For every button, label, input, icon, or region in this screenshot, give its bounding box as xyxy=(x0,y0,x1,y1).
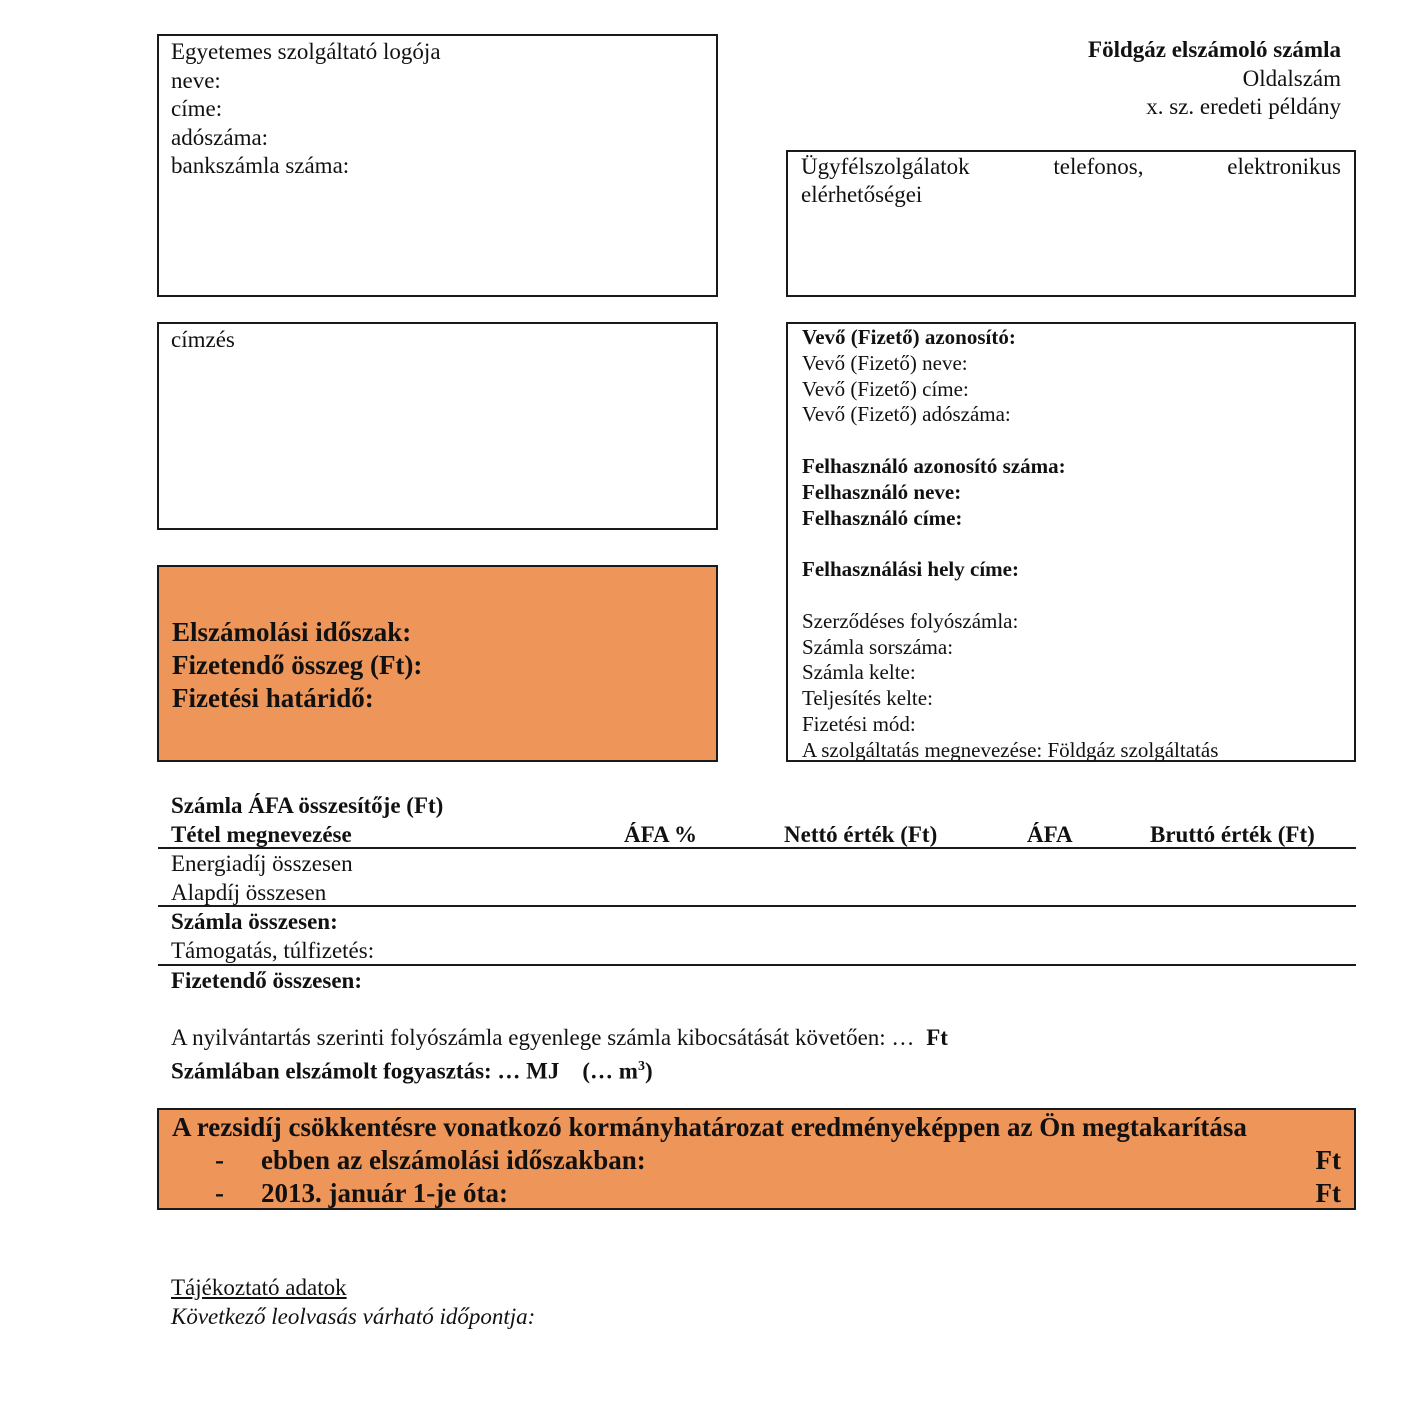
invoice-number: Számla sorszáma: xyxy=(802,634,954,659)
savings-unit-1: Ft xyxy=(1315,1145,1341,1175)
user-address: Felhasználó címe: xyxy=(802,505,963,530)
service-line-2: elérhetőségei xyxy=(801,182,923,207)
savings-dash-2: - xyxy=(215,1178,224,1208)
subsidy-overpayment: Támogatás, túlfizetés: xyxy=(171,938,375,963)
buyer-lines xyxy=(802,325,1218,764)
col-vat-percent: ÁFA % xyxy=(624,822,698,847)
user-name: Felhasználó neve: xyxy=(802,479,962,504)
col-net-value: Nettó érték (Ft) xyxy=(784,822,938,847)
savings-title: A rezsidíj csökkentésre vonatkozó kormányhatározat eredményeképpen az Ön megtakarítása xyxy=(172,1112,1247,1142)
service-line-1 xyxy=(801,153,1341,182)
balance-unit: Ft xyxy=(926,1025,948,1050)
service-contact-box xyxy=(786,150,1356,297)
service-word-3: elektronikus xyxy=(1227,154,1341,179)
col-item-name: Tétel megnevezése xyxy=(171,822,352,847)
payment-summary-box xyxy=(157,565,718,762)
address-label: címzés xyxy=(171,327,235,352)
table-header-rule xyxy=(158,847,1356,849)
next-reading-label: Következő leolvasás várható időpontja: xyxy=(171,1304,536,1329)
site-address: Felhasználási hely címe: xyxy=(802,557,1019,582)
contract-account: Szerződéses folyószámla: xyxy=(802,608,1019,633)
balance-text: A nyilvántartás szerinti folyószámla egyenlege számla kibocsátását követően: … xyxy=(171,1025,915,1050)
table-subtotal-rule xyxy=(158,905,1356,907)
invoice-date: Számla kelte: xyxy=(802,660,916,685)
savings-item-period: ebben az elszámolási időszakban: xyxy=(261,1145,646,1175)
table-row-energy: Energiadíj összesen xyxy=(171,851,353,876)
supplier-lines xyxy=(171,38,441,181)
col-vat: ÁFA xyxy=(1027,822,1073,847)
invoice-title: Földgáz elszámoló számla xyxy=(1088,37,1341,62)
buyer-address: Vevő (Fizető) címe: xyxy=(802,376,969,401)
summary-lines xyxy=(172,616,422,715)
info-heading: Tájékoztató adatok xyxy=(171,1275,347,1300)
table-total-rule xyxy=(158,964,1356,966)
supplier-name-label: neve: xyxy=(171,67,221,93)
service-word-2: telefonos, xyxy=(1053,154,1144,179)
supplier-box xyxy=(157,34,718,297)
spacer xyxy=(802,583,1218,609)
amount-payable: Fizetendő összeg (Ft): xyxy=(172,650,423,680)
payment-method: Fizetési mód: xyxy=(802,711,916,736)
buyer-id: Vevő (Fizető) azonosító: xyxy=(802,325,1016,349)
address-box xyxy=(157,322,718,530)
performance-date: Teljesítés kelte: xyxy=(802,686,933,711)
supplier-logo-label: Egyetemes szolgáltató logója xyxy=(171,39,441,64)
consumption-close: ) xyxy=(644,1058,653,1084)
buyer-box xyxy=(786,322,1356,762)
user-id: Felhasználó azonosító száma: xyxy=(802,453,1066,478)
payment-deadline: Fizetési határidő: xyxy=(172,683,374,713)
payable-total: Fizetendő összesen: xyxy=(171,968,362,993)
savings-box xyxy=(157,1108,1356,1210)
supplier-address-label: címe: xyxy=(171,96,223,122)
page-number: Oldalszám xyxy=(1242,65,1341,91)
invoice-header xyxy=(1088,36,1341,122)
service-name: A szolgáltatás megnevezése: Földgáz szolgáltatás xyxy=(802,737,1219,762)
billing-period: Elszámolási időszak: xyxy=(172,617,412,647)
consumption-superscript: 3 xyxy=(637,1059,645,1074)
consumption-line xyxy=(171,1053,653,1086)
table-row-base-fee: Alapdíj összesen xyxy=(171,880,327,905)
vat-table-title: Számla ÁFA összesítője (Ft) xyxy=(171,793,444,818)
service-word-1: Ügyfélszolgálatok xyxy=(801,154,970,179)
buyer-tax: Vevő (Fizető) adószáma: xyxy=(802,402,1011,427)
savings-unit-2: Ft xyxy=(1315,1178,1341,1208)
balance-line xyxy=(171,1024,948,1053)
col-gross-value: Bruttó érték (Ft) xyxy=(1150,822,1315,847)
savings-item-since-2013: 2013. január 1-je óta: xyxy=(261,1178,508,1208)
buyer-name: Vevő (Fizető) neve: xyxy=(802,350,968,375)
savings-dash-1: - xyxy=(215,1145,224,1175)
supplier-bank-label: bankszámla száma: xyxy=(171,153,350,179)
copy-label: x. sz. eredeti példány xyxy=(1146,94,1341,120)
spacer xyxy=(802,428,1218,454)
supplier-tax-label: adószáma: xyxy=(171,124,269,150)
consumption-text: Számlában elszámolt fogyasztás: … MJ (… m xyxy=(171,1058,638,1084)
invoice-total: Számla összesen: xyxy=(171,909,338,934)
spacer xyxy=(802,531,1218,557)
